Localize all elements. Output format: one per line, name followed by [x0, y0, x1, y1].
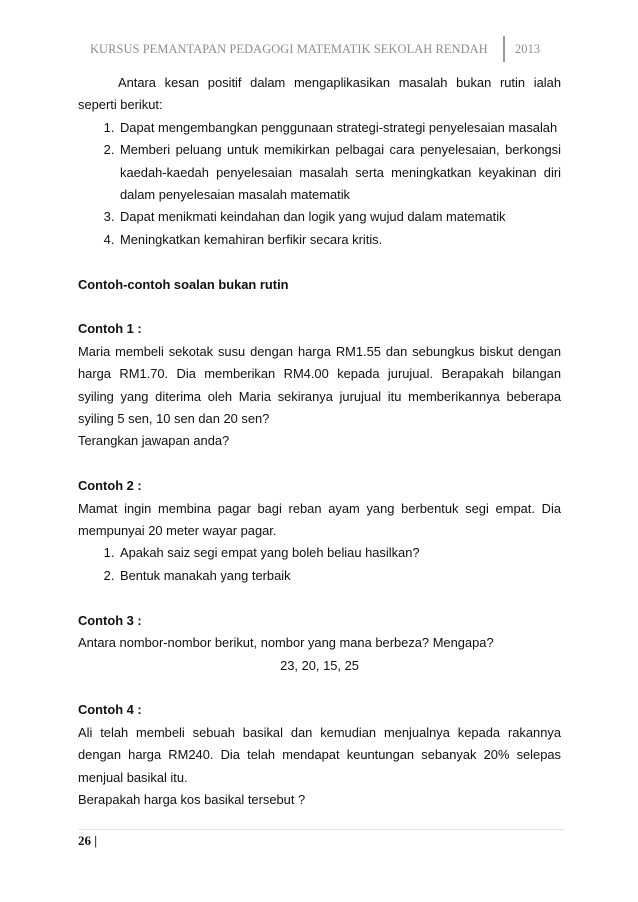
benefits-list-item: 1. Dapat mengembangkan penggunaan strategi-strategi penyelesaian masalah [118, 117, 561, 139]
example-2-list [78, 542, 561, 587]
spacer [78, 677, 561, 699]
example-3-text: Antara nombor-nombor berikut, nombor yang mana berbeza? Mengapa? [78, 635, 494, 651]
example-1-text: Maria membeli sekotak susu dengan harga RM1.55 dan sebungkus biskut dengan harga RM1.70. Dia memberikan RM4.00 kepada jurujual. Berapakah bilangan syiling yang diterima oleh Maria sekiranya jurujual itu memberikannya beberapa syiling 5 sen, 10 sen dan 20 sen? [78, 343, 561, 427]
spacer [78, 296, 561, 318]
spacer [78, 453, 561, 475]
spacer [78, 251, 561, 273]
benefits-list-item: 3. Dapat menikmati keindahan dan logik yang wujud dalam matematik [118, 206, 561, 228]
example-2-text: Mamat ingin membina pagar bagi reban ayam yang berbentuk segi empat. Dia mempunyai 20 meter wayar pagar. [78, 500, 561, 539]
example-4-question: Berapakah harga kos basikal tersebut ? [78, 791, 306, 807]
benefits-list-item: 4. Meningkatkan kemahiran berfikir secara kritis. [118, 229, 561, 251]
benefits-list [78, 117, 561, 251]
example-3-numbers: 23, 20, 15, 25 [280, 657, 359, 673]
example-1-heading: Contoh 1 : [78, 321, 142, 337]
page-number: 26 | [78, 833, 98, 848]
example-2-list-item: 1. Apakah saiz segi empat yang boleh beliau hasilkan? [118, 542, 561, 564]
intro-paragraph: Antara kesan positif dalam mengaplikasikan masalah bukan rutin ialah seperti berikut: [78, 75, 561, 113]
section-heading: Contoh-contoh soalan bukan rutin [78, 276, 289, 292]
header-title: KURSUS PEMANTAPAN PEDAGOGI MATEMATIK SEKOLAH RENDAH [90, 42, 488, 56]
page-header [78, 36, 564, 64]
footer-divider [78, 829, 564, 830]
example-1-question: Terangkan jawapan anda? [78, 433, 230, 449]
header-divider [503, 36, 505, 62]
example-4-text: Ali telah membeli sebuah basikal dan kemudian menjualnya kepada rakannya dengan harga RM240. Dia telah mendapat keuntungan sebanyak 20% selepas menjual basikal itu. [78, 724, 561, 785]
example-4-heading: Contoh 4 : [78, 702, 142, 718]
example-3-heading: Contoh 3 : [78, 612, 142, 628]
example-2-list-item: 2. Bentuk manakah yang terbaik [118, 565, 561, 587]
spacer [78, 587, 561, 609]
header-year: 2013 [515, 42, 541, 56]
benefits-list-item: 2. Memberi peluang untuk memikirkan pelbagai cara penyelesaian, berkongsi kaedah-kaedah penyelesaian masalah serta meningkatkan keyakinan diri dalam penyelesaian masalah matematik [118, 139, 561, 206]
document-body [78, 72, 561, 811]
example-2-heading: Contoh 2 : [78, 478, 142, 494]
